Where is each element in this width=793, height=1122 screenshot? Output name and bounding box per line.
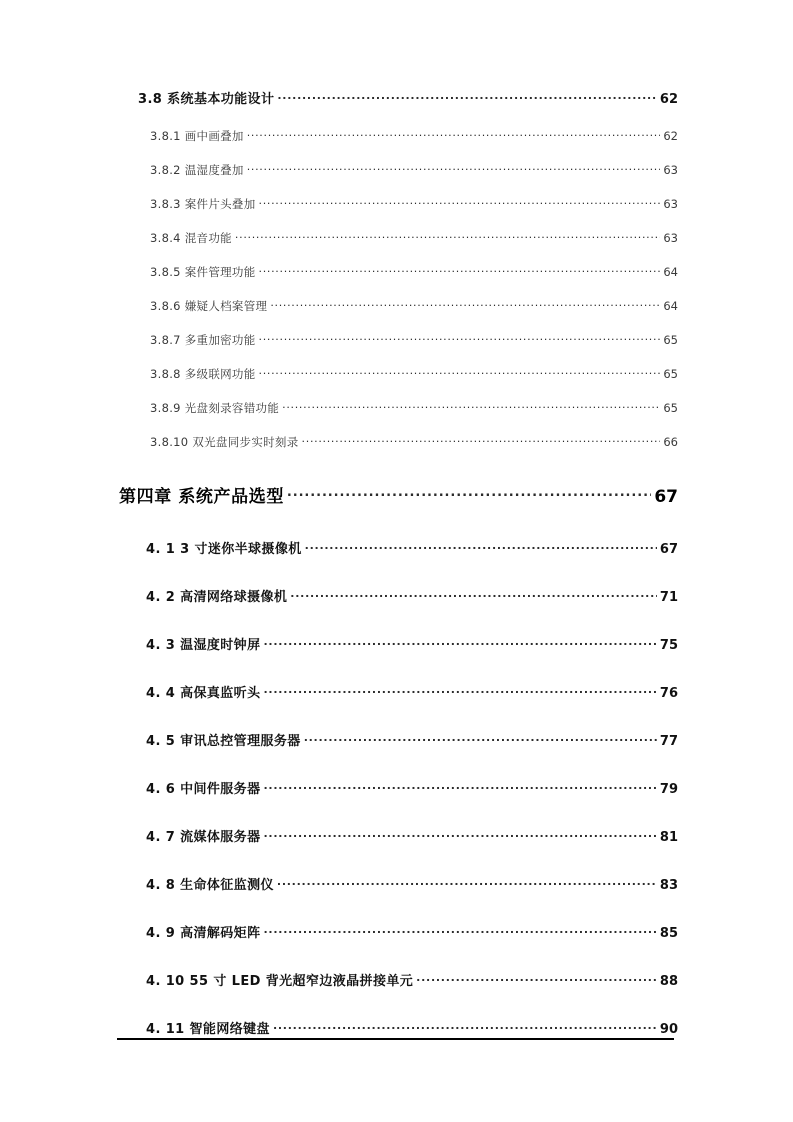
toc-dot-leader bbox=[277, 876, 657, 889]
toc-page-number: 79 bbox=[659, 782, 678, 797]
toc-page-number: 65 bbox=[663, 401, 678, 415]
toc-entry-label: 4. 1 3 寸迷你半球摄像机 bbox=[146, 542, 302, 557]
toc-entry-label: 4. 5 审讯总控管理服务器 bbox=[146, 734, 301, 749]
toc-dot-leader bbox=[247, 129, 661, 141]
toc-dot-leader bbox=[302, 435, 661, 447]
toc-page-number: 64 bbox=[663, 299, 678, 313]
toc-dot-leader bbox=[235, 231, 660, 243]
toc-entry[interactable] bbox=[146, 682, 678, 730]
toc-dot-leader bbox=[263, 684, 656, 697]
toc-dot-leader bbox=[259, 197, 661, 209]
toc-entry-label: 4. 10 55 寸 LED 背光超窄边液晶拼接单元 bbox=[146, 974, 414, 989]
toc-page-number: 62 bbox=[659, 92, 678, 107]
toc-entry[interactable] bbox=[146, 874, 678, 922]
toc-entry-label: 3.8.7 多重加密功能 bbox=[150, 333, 256, 347]
toc-page-number: 81 bbox=[659, 830, 678, 845]
toc-page-number: 67 bbox=[659, 542, 678, 557]
toc-page-number: 63 bbox=[663, 197, 678, 211]
toc-entry[interactable] bbox=[150, 162, 678, 196]
toc-entry-label: 3.8.8 多级联网功能 bbox=[150, 367, 256, 381]
toc-entry-label: 3.8.6 嫌疑人档案管理 bbox=[150, 299, 268, 313]
toc-dot-leader bbox=[247, 163, 661, 175]
toc-page-number: 64 bbox=[663, 265, 678, 279]
toc-page-number: 62 bbox=[663, 129, 678, 143]
toc-entry-label: 4. 6 中间件服务器 bbox=[146, 782, 261, 797]
toc-entry[interactable] bbox=[150, 128, 678, 162]
toc-entry-label: 4. 2 高清网络球摄像机 bbox=[146, 590, 288, 605]
toc-page-number: 66 bbox=[663, 435, 678, 449]
toc-dot-leader bbox=[270, 299, 660, 311]
toc-entry[interactable] bbox=[146, 970, 678, 1018]
toc-entry[interactable] bbox=[150, 230, 678, 264]
toc-entry[interactable] bbox=[146, 730, 678, 778]
toc-entry-label: 3.8.10 双光盘同步实时刻录 bbox=[150, 435, 299, 449]
toc-entry[interactable] bbox=[146, 586, 678, 634]
toc-entry-label: 4. 7 流媒体服务器 bbox=[146, 830, 261, 845]
toc-entry[interactable] bbox=[150, 196, 678, 230]
toc-page-number: 63 bbox=[663, 231, 678, 245]
toc-dot-leader bbox=[263, 636, 656, 649]
toc-entry[interactable] bbox=[150, 400, 678, 434]
toc-entry[interactable] bbox=[146, 826, 678, 874]
bottom-horizontal-rule bbox=[117, 1038, 674, 1040]
toc-entry[interactable] bbox=[146, 634, 678, 682]
toc-dot-leader bbox=[304, 732, 657, 745]
table-of-contents bbox=[113, 88, 678, 1066]
toc-page-number: 83 bbox=[659, 878, 678, 893]
toc-entry[interactable] bbox=[119, 468, 678, 538]
toc-page-number: 67 bbox=[654, 487, 678, 507]
toc-dot-leader bbox=[416, 972, 657, 985]
toc-entry-label: 第四章 系统产品选型 bbox=[119, 487, 284, 507]
toc-entry-label: 3.8.3 案件片头叠加 bbox=[150, 197, 256, 211]
toc-entry-label: 3.8 系统基本功能设计 bbox=[138, 92, 275, 107]
toc-dot-leader bbox=[263, 828, 656, 841]
toc-dot-leader bbox=[287, 485, 651, 502]
toc-entry-label: 4. 11 智能网络键盘 bbox=[146, 1022, 270, 1037]
toc-dot-leader bbox=[259, 367, 661, 379]
toc-entry-label: 3.8.1 画中画叠加 bbox=[150, 129, 244, 143]
toc-dot-leader bbox=[263, 924, 656, 937]
toc-page-number: 88 bbox=[659, 974, 678, 989]
toc-page-number: 77 bbox=[659, 734, 678, 749]
toc-dot-leader bbox=[277, 90, 657, 103]
toc-entry-label: 4. 4 高保真监听头 bbox=[146, 686, 261, 701]
toc-entry-label: 3.8.4 混音功能 bbox=[150, 231, 232, 245]
toc-dot-leader bbox=[290, 588, 657, 601]
toc-dot-leader bbox=[259, 265, 661, 277]
toc-page-number: 63 bbox=[663, 163, 678, 177]
toc-entry[interactable] bbox=[150, 332, 678, 366]
toc-page-number: 65 bbox=[663, 367, 678, 381]
toc-entry[interactable] bbox=[150, 298, 678, 332]
toc-entry[interactable] bbox=[146, 922, 678, 970]
toc-page-number: 76 bbox=[659, 686, 678, 701]
toc-dot-leader bbox=[282, 401, 660, 413]
toc-entry[interactable] bbox=[150, 264, 678, 298]
toc-page-number: 75 bbox=[659, 638, 678, 653]
toc-entry-label: 3.8.2 温湿度叠加 bbox=[150, 163, 244, 177]
toc-entry[interactable] bbox=[150, 434, 678, 468]
toc-entry-label: 3.8.9 光盘刻录容错功能 bbox=[150, 401, 280, 415]
toc-entry[interactable] bbox=[138, 88, 678, 128]
toc-entry[interactable] bbox=[150, 366, 678, 400]
toc-entry-label: 4. 9 高清解码矩阵 bbox=[146, 926, 261, 941]
toc-page-number: 65 bbox=[663, 333, 678, 347]
toc-page-number: 71 bbox=[659, 590, 678, 605]
toc-dot-leader bbox=[263, 780, 656, 793]
toc-dot-leader bbox=[273, 1020, 657, 1033]
toc-page-number: 85 bbox=[659, 926, 678, 941]
toc-entry[interactable] bbox=[146, 1018, 678, 1066]
toc-dot-leader bbox=[259, 333, 661, 345]
toc-page-number: 90 bbox=[659, 1022, 678, 1037]
toc-entry[interactable] bbox=[146, 778, 678, 826]
toc-dot-leader bbox=[305, 540, 657, 553]
toc-entry-label: 4. 8 生命体征监测仪 bbox=[146, 878, 274, 893]
toc-entry-label: 3.8.5 案件管理功能 bbox=[150, 265, 256, 279]
toc-entry-label: 4. 3 温湿度时钟屏 bbox=[146, 638, 261, 653]
toc-entry[interactable] bbox=[146, 538, 678, 586]
